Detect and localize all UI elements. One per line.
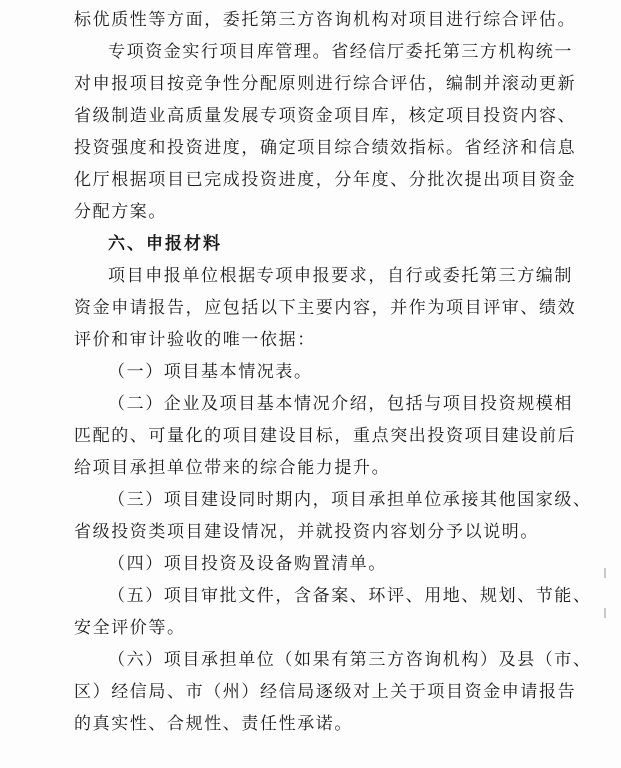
text-line-14: 匹配的、可量化的项目建设目标，重点突出投资项目建设前后 — [74, 426, 577, 446]
text-line-3: 对申报项目按竞争性分配原则进行综合评估，编制并滚动更新 — [74, 74, 577, 94]
text-line-10: 资金申请报告，应包括以下主要内容，并作为项目评审、绩效 — [74, 298, 577, 318]
text-line-11: 评价和审计验收的唯一依据： — [74, 330, 316, 350]
text-line-7: 分配方案。 — [74, 202, 167, 222]
list-item-3: （三）项目建设同时期内，项目承担单位承接其他国家级、 — [108, 490, 592, 510]
text-line-15: 给项目承担单位带来的综合能力提升。 — [74, 458, 391, 478]
text-line-6: 化厅根据项目已完成投资进度，分年度、分批次提出项目资金 — [74, 170, 577, 190]
list-item-4: （四）项目投资及设备购置清单。 — [108, 554, 387, 574]
list-item-5: （五）项目审批文件，含备案、环评、用地、规划、节能、 — [108, 586, 592, 606]
text-line-5: 投资强度和投资进度，确定项目综合绩效指标。省经济和信息 — [74, 138, 577, 158]
list-item-6: （六）项目承担单位（如果有第三方咨询机构）及县（市、 — [108, 650, 592, 670]
text-line-4: 省级制造业高质量发展专项资金项目库，核定项目投资内容、 — [74, 106, 577, 126]
text-line-17: 省级投资类项目建设情况，并就投资内容划分予以说明。 — [74, 522, 539, 542]
text-line-1: 标优质性等方面，委托第三方咨询机构对项目进行综合评估。 — [74, 10, 577, 30]
scan-artifact — [604, 608, 606, 618]
text-line-22: 区）经信局、市（州）经信局逐级对上关于项目资金申请报告 — [74, 682, 577, 702]
section-heading: 六、申报材料 — [108, 234, 222, 254]
scan-artifact — [604, 568, 606, 578]
text-line-23: 的真实性、合规性、责任性承诺。 — [74, 714, 353, 734]
list-item-2: （二）企业及项目基本情况介绍，包括与项目投资规模相 — [108, 394, 573, 414]
text-line-2: 专项资金实行项目库管理。省经信厅委托第三方机构统一 — [108, 42, 573, 62]
list-item-1: （一）项目基本情况表。 — [108, 362, 313, 382]
text-line-9: 项目申报单位根据专项申报要求，自行或委托第三方编制 — [108, 266, 573, 286]
text-line-20: 安全评价等。 — [74, 618, 186, 638]
